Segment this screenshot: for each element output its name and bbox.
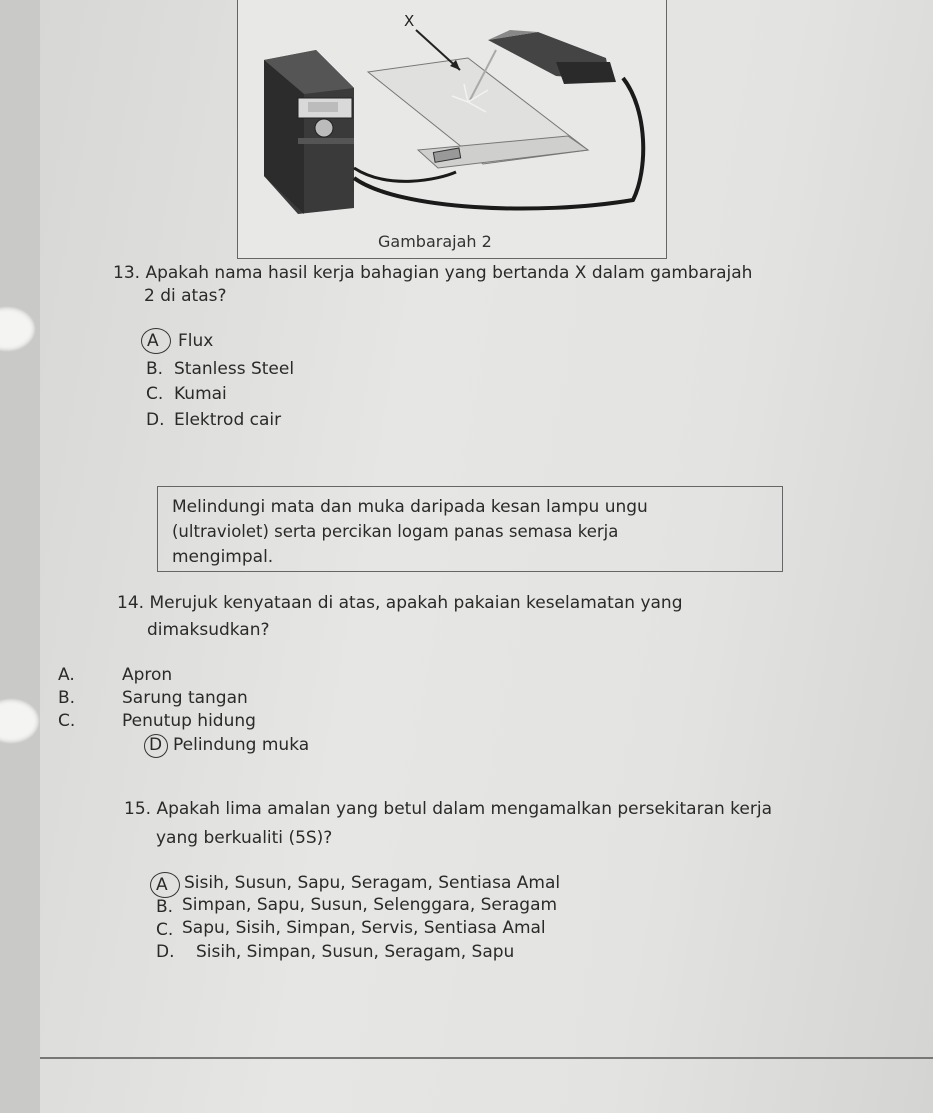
q14-option-d-letter: D — [149, 735, 163, 755]
q14-text-line2: dimaksudkan? — [147, 620, 270, 640]
q15-option-d-text[interactable]: Sisih, Simpan, Susun, Seragam, Sapu — [196, 942, 515, 962]
q15-option-c-text[interactable]: Sapu, Sisih, Simpan, Servis, Sentiasa Amal — [182, 918, 546, 938]
q15-text-line1: 15. Apakah lima amalan yang betul dalam mengamalkan persekitaran kerja — [124, 799, 773, 819]
q13-option-b-letter: B. — [146, 359, 164, 379]
statement-line1: Melindungi mata dan muka daripada kesan lampu ungu — [172, 497, 648, 517]
figure-box — [237, 0, 667, 259]
q13-text-line1: 13. Apakah nama hasil kerja bahagian yang bertanda X dalam gambarajah — [113, 263, 753, 283]
statement-line3: mengimpal. — [172, 547, 274, 567]
q14-text-line1: 14. Merujuk kenyataan di atas, apakah pakaian keselamatan yang — [117, 593, 683, 613]
q13-text-line2: 2 di atas? — [144, 286, 227, 306]
q15-option-b-text[interactable]: Simpan, Sapu, Susun, Selenggara, Seragam — [182, 895, 558, 915]
q13-option-c-text[interactable]: Kumai — [174, 384, 227, 404]
statement-line2: (ultraviolet) serta percikan logam panas semasa kerja — [172, 522, 619, 541]
q14-option-c-letter: C. — [58, 711, 76, 731]
q14-option-b-text[interactable]: Sarung tangan — [122, 688, 248, 708]
q13-option-a-text[interactable]: Flux — [178, 331, 214, 351]
q14-option-a-text[interactable]: Apron — [122, 665, 173, 685]
welding-diagram — [238, 0, 666, 230]
q14-option-b-letter: B. — [58, 688, 76, 708]
electrode-holder-icon — [488, 30, 616, 84]
welding-machine-icon — [264, 50, 354, 214]
q15-option-d-letter: D. — [156, 942, 175, 962]
bottom-border-line — [40, 1057, 933, 1059]
q14-option-c-text[interactable]: Penutup hidung — [122, 711, 256, 731]
q13-option-c-letter: C. — [146, 384, 164, 404]
q15-text-line2: yang berkualiti (5S)? — [156, 828, 333, 848]
figure-caption: Gambarajah 2 — [378, 232, 492, 251]
q13-option-d-text[interactable]: Elektrod cair — [174, 410, 282, 430]
q13-option-b-text[interactable]: Stanless Steel — [174, 359, 295, 379]
q13-option-a-letter: A — [147, 331, 159, 351]
q15-option-a-text[interactable]: Sisih, Susun, Sapu, Seragam, Sentiasa Amal — [184, 873, 561, 893]
q14-option-a-letter: A. — [58, 665, 75, 685]
q15-option-b-letter: B. — [156, 897, 174, 917]
q15-option-c-letter: C. — [156, 920, 174, 940]
binder-hole-bottom — [0, 698, 40, 744]
binder-hole-top — [0, 306, 36, 352]
figure-marker: X — [404, 12, 415, 30]
q13-option-d-letter: D. — [146, 410, 165, 430]
q15-option-a-letter: A — [156, 875, 168, 895]
q14-option-d-text[interactable]: Pelindung muka — [173, 735, 310, 755]
